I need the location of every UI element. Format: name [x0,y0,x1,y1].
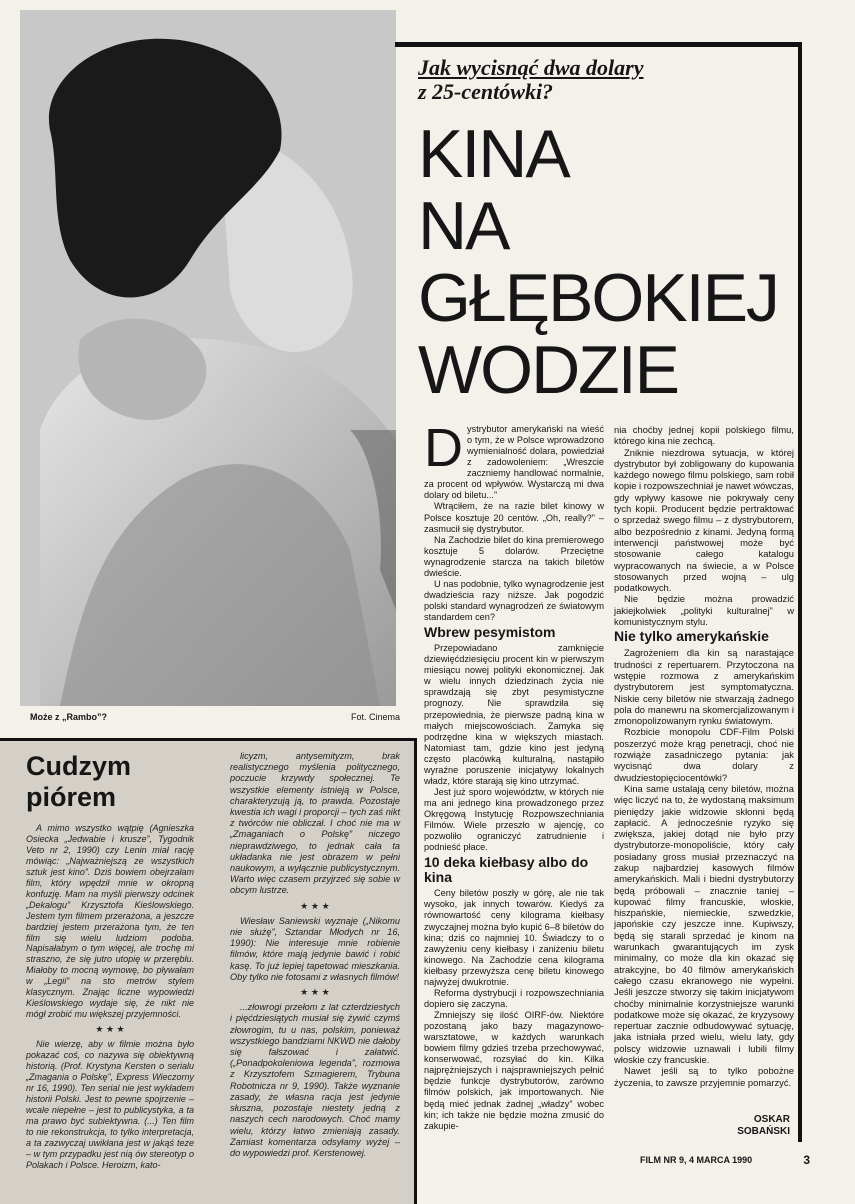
paragraph: nia choćby jednej kopii polskiego filmu, którego kina nie zechcą. [614,424,794,447]
paragraph: Reforma dystrybucji i rozpowszechniania dopiero się zaczyna. [424,987,604,1009]
kicker [418,56,798,104]
page-number: 3 [803,1153,810,1167]
paragraph: Wiesław Saniewski wyznaje („Nikomu nie służę”, Sztandar Młodych nr 16, 1990): Nie interesuje mnie robienie filmów, które mają jedynie bawić i robić kasę. To już lepiej tapetować mieszkania. Oby tylko nie fotosami z własnych filmów! [230,915,400,982]
paragraph: Przepowiadano zamknięcie dziewięćdziesięciu procent kin w pierwszym miesiącu nowej polityki ekonomicznej. Jak w wielu innych dziedzinach życia nie sprawdzają się zbyt pesymistyczne prognozy. Nie sprawdziła się przepowiednia, że pierwsze padną kina w małych miejscowościach. Zamyka się podrzędne kina w większych miastach. Natomiast tam, gdzie kino jest jedyną często placówką kulturalną, nastąpiło wyraźne poruszenie inicjatywy lokalnych władz, które starają się kino utrzymać. [424,643,604,786]
paragraph: U nas podobnie, tylko wynagrodzenie jest dwadzieścia razy niższe. Jak pogodzić polski standard wynagrodzeń ze światowym standardem cen? [424,578,604,623]
section-heading: Wbrew pesymistom [424,624,556,641]
drop-cap: D [424,418,463,478]
paragraph: Nie wierzę, aby w filmie można było pokazać coś, co nazywa się obiektywną historią. (Prof. Krystyna Kersten o serialu „Zmagania o Polskę”, Express Wieczorny nr 16, 1990). Ten serial nie jest wykładem historii Polski. Jest to pewne spojrzenie – wcale niepełne – jest to publicystyka, a ta ma prawo być subiektywna. (...) Ten film to nie rekonstrukcja, to tylko interpretacja, a ta zazwyczaj uwikłana jest w jakąś teze – w tym przypadku jest nią ów stereotyp o Polakach i Polsce. Heroizm, kato- [26,1039,194,1170]
section-heading: 10 deka kiełbasy albo do kina [424,854,589,886]
paragraph: Ceny biletów poszły w górę, ale nie tak wysoko, jak innych towarów. Kiedyś za równowartość ceny kilograma kiełbasy zwyczajnej można było kupić 6–8 biletów do kina; dziś co najmniej 10. Świadczy to o zawyżeniu ceny kiełbasy i zaniżeniu biletu kinowego. Na Zachodzie cena kilograma kiełbasy przewyższa cenę biletu kinowego najwyżej dwukrotnie. [424,888,604,987]
photo-credit: Fot. Cinema [350,712,400,722]
sidebar-cudzym-piorem [0,738,417,1204]
top-rule [395,42,800,47]
caption-text: Może z „Rambo”? [30,712,108,722]
paragraph: Zmniejszy się ilość OIRF-ów. Niektóre pozostaną jako bazy magazynowo-warsztatowe, w każdych warunkach bowiem filmy gdzieś trzeba przechowywać, konserwować, rozsyłać do kin. Kilka najprężniejszych i najsprawniejszych pełnić będzie funkcje dystrybutorów, zarówno filmów polskich, jak importowanych. Nie będą mieć jednak żadnej „władzy” wobec kin; ich także nie będzie można zmusić do zakupie- [424,1010,604,1131]
headline-line: GŁĘBOKIEJ [418,260,778,336]
sidebar-title-line: Cudzym [26,751,132,781]
paragraph: Jest już sporo województw, w których nie ma ani jednego kina prowadzonego przez Okręgową Instytucję Rozpowszechniania Filmów. Wiele przeszło w ajencję, co pozwoliło ograniczyć zatrudnienie i podnieść płace. [424,786,604,853]
photo-rambo [20,10,396,706]
paragraph: Wtrąciłem, że na razie bilet kinowy w Polsce kosztuje 20 centów. „Oh, really?” – zasmucił się dystrybutor. [424,501,604,534]
issue-info: FILM NR 9, 4 MARCA 1990 [640,1155,753,1165]
author-last-name: SOBAŃSKI [737,1126,790,1137]
column-rule [798,42,802,1142]
portrait-illustration [20,10,396,706]
paragraph: Rozbicie monopolu CDF-Film Polski poszerzyć może krąg penetracji, choć nie rozwiąże zasadniczego pytania: jak wycisnąć dwa dolary z dwudziestopięciocentówki? [614,726,794,783]
section-separator: ★ ★ ★ [300,900,330,911]
headline-line: KINA [418,116,569,192]
paragraph: Nie będzie można prowadzić jakiejkolwiek „polityki kulturalnej” w komunistycznym stylu. [614,593,794,628]
paragraph: ...złowrogi przełom z lat czterdziestych i pięćdziesiątych musiał się żywić czymś złowrogim, tu u nas, polskim, ponieważ wszystkiego bandziarni NKWD nie dałoby się fałszować i załatwić. („Ponadpokoleniowa legenda”, rozmowa z Krzysztofem Szmagierem, Trybuna Robotnicza nr 9, 1990). Także wyznanie zasady, że własna racja jest jedynie słuszna, pozostaje niestety jedną z naszych cech narodowych. Choć mamy wielu, którzy łatwo zmieniają zasady. Zamiast komentarza odsyłamy wyżej – do wypowiedzi prof. Kerstenowej. [230,1002,400,1158]
paragraph: Na Zachodzie bilet do kina premierowego kosztuje 5 dolarów. Przeciętne wynagrodzenie starcza na takich biletów dwieście. [424,534,604,578]
byline [700,1114,790,1138]
article-column-1 [424,418,604,1132]
paragraph: Zniknie niezdrowa sytuacja, w której dystrybutor był zobligowany do kupowania każdego nowego filmu polskiego, sam robił kopie i rozpowszechniał je nawet wówczas, gdy wpływy kasowe nie pokrywały ceny tych kopii. Producent będzie pertraktować o sprzedaż swego filmu – z dystrybutorem, albo bezpośrednio z kinami. Jedyną formą interwencji państwowej może być stosowanie całego katalogu wypracowanych na świecie, a w Polsce stosowanych przed wojną – ulg podatkowych. [614,446,794,594]
section-heading: Nie tylko amerykańskie [614,628,769,645]
sidebar-column-2 [230,751,400,1159]
paragraph: A mimo wszystko wątpię (Agnieszka Osiecka „Jedwabie i krusze”, Tygodnik Veto nr 2, 1990) czy Lenin miał rację mówiąc: „Najważniejszą ze wszystkich sztuk jest kino”. Dziś bowiem obejrzałam film, który wpędził mnie w okropną konfuzję. Mam na myśli pierwszy odcinek „Dekalogu” Krzysztofa Kieślowskiego. Jestem tym filmem przerażona, a jeszcze bardziej jestem przerażona tym, że ten film się wielu ludziom podoba. Napisałabym o tym więcej, ale trochę mi straszno, że się jutro utopię w przeręblu. Miałoby to mocną wymowę, bo pływałam w „Legii” na sto metrów stylem klasycznym. Znając liczne wypowiedzi Kieślowskiego wydaje się, że nikt nie mógł zrobić mu większej przyjemności. [26,823,194,1020]
page-footer [640,1155,810,1165]
kicker-line-2: z 25-centówki? [418,79,554,104]
headline-line: NA [418,188,509,264]
headline-line: WODZIE [418,332,678,408]
author-first-name: OSKAR [753,1114,790,1125]
article-column-2 [614,424,794,1088]
paragraph: Nawet jeśli są to tylko pobożne życzenia, to zawsze przyjemnie pomarzyć. [614,1065,794,1088]
section-separator: ★ ★ ★ [300,987,330,998]
sidebar-title [26,751,131,813]
headline [418,118,798,406]
paragraph: Zagrożeniem dla kin są narastające trudności z repertuarem. Przytoczona na wstępie rozmowa z amerykańskim dystrybutorem jest symptomatyczna. Niskie ceny biletów nie stwarzają żadnego pola do manewru na skomercjalizowanym i zmonopolizowanym rynku światowym. [614,647,794,727]
paragraph: Kina same ustalają ceny biletów, można więc liczyć na to, że wydostaną maksimum pieniędzy jakie widzowie skłonni będą zapłacić. A jednocześnie ryzyko się zwiększa, jakiej dotąd nie było przy dystrybutorze-monopoliście, który cały posiadany gross musiał przeznaczyć na zakup najbardziej kasowych filmów amerykańskich. Mali i biedni dystrybutorzy będą próbowali – znacznie taniej – kupować filmy francuskie, włoskie, hiszpańskie, niemieckie, szwedzkie, japońskie czy jeszcze inne. Kupiwszy, będą się starali sprzedać je kinom na warunkach gwarantujących im zysk minimalny, co może dla kin okazać się atrakcyjne, bo 40 filmów amerykańskich całego czasu ekranowego nie wypełni. Jeśli jeszcze stworzy się takim inicjatywom choćby minimalnie korzystniejsze warunki podatkowe może się okazać, że kryzysowy repertuar zacznie odbudowywać sytuację, jaka istniała przed wielu, wielu laty, gdy polscy widzowie uznawali i lubili filmy włoskie czy francuskie. [614,782,794,1066]
kicker-line-1: Jak wycisnąć dwa dolary [418,55,644,80]
photo-caption [30,712,400,726]
paragraph: ystrybutor amerykański na wieść o tym, że w Polsce wprowadzono wymienialność dolara, powiedział z zadowoleniem: „Wreszcie zaczniemy handlować normalnie, za procent od wpływów. Wystarczą mi dwa dolary od biletu...” [424,424,604,501]
sidebar-column-1 [26,823,194,1171]
section-separator: ★ ★ ★ [95,1024,125,1035]
paragraph: licyzm, antysemityzm, brak realistycznego myślenia politycznego, poczucie krzywdy społecznej. Te wszystkie elementy istnieją w Polsce, charakteryzują ją, to prawda. Pozostaje kwestia ich wagi i proporcji – tych zaś nikt z twórców nie obliczał. I choć nie ma w „Zmaganiach o Polskę” niczego nieprawdziwego, to jednak cała ta układanka nie jest obrazem w pełni naukowym, a wyłącznie publicystycznym. Warto więc czasem przyjrzeć się sobie w obcym lustrze. [230,751,400,896]
sidebar-title-line: piórem [26,782,117,812]
